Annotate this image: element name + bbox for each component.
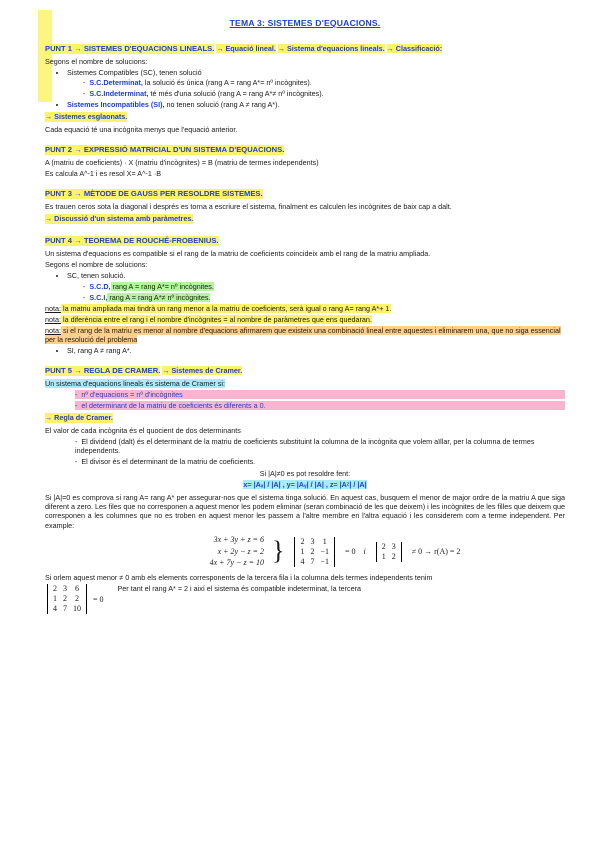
section-5-sub-2: → Regla de Cramer.: [45, 413, 113, 423]
det-cell: 1: [300, 546, 305, 556]
system-brace: }: [272, 536, 285, 566]
sci-label: S.C.Indeterminat,: [89, 89, 149, 99]
section-4-sub-bullets: [67, 282, 565, 302]
final-det-value: = 0: [93, 594, 104, 604]
det-cell: 3: [310, 536, 315, 546]
section-1-heading: PUNT 1 → SISTEMES D'EQUACIONS LINEALS.: [45, 43, 215, 53]
section-3-heading: PUNT 3 → MÈTODE DE GAUSS PER RESOLDRE SISTEMES.: [45, 188, 263, 198]
det-conjunction: i: [363, 547, 366, 557]
section-4-bullets-2: [45, 346, 565, 355]
scd-label-2: S.C.D,: [89, 281, 111, 291]
equation-line: 4x + 7y − z = 10: [209, 558, 264, 568]
det-cell: 2: [300, 536, 305, 546]
list-item: [83, 89, 565, 98]
equation-line: x + 2y − z = 2: [217, 546, 264, 556]
list-item: [75, 401, 565, 410]
section-2-line-2: Es calcula A^-1 i es resol X= A^-1 ·B: [45, 168, 162, 178]
section-5-heading: PUNT 5 → REGLA DE CRAMER.: [45, 365, 161, 375]
sci-text-2: rang A = rang A*≠ nº incògnites.: [107, 292, 211, 302]
list-item: [83, 282, 565, 291]
det-cell: 1: [53, 594, 57, 604]
list-item: [83, 293, 565, 302]
list-item: [67, 346, 565, 355]
det-2-value: ≠ 0 → r(A) = 2: [411, 547, 461, 557]
note-text: si el rang de la matriu es menor al nombre d'equacions afirmarem que existeix una combinació lineal entre aquestes i eliminarem una, que no siga essencial per la resolució del problema: [45, 325, 561, 345]
section-5-para-3: Per tant el rang A* = 2 i així el sistema és compatible indeterminat, la tercera: [117, 584, 362, 594]
scd-text: la solució és única (rang A = rang A*= nº incògnites).: [142, 78, 312, 88]
cramer-cond-2: el determinant de la matriu de coeficients és diferents a 0.: [81, 400, 266, 410]
list-item: [67, 100, 565, 109]
scd-text-2: rang A = rang A*= nº incògnites.: [110, 281, 214, 291]
det-cell: 7: [310, 556, 315, 566]
section-punt-1: [45, 42, 565, 134]
final-determinant-block: [45, 584, 565, 614]
section-5-para-1: Si |A|=0 es comprova si rang A= rang A* per assegurar-nos que el sistema tinga solució. En aquest cas, busquem el menor de major ordre de la matriu A que siga diferent a zero. Les files que no corresponen a aquest menor les podem eliminar (seran combinació de les que deixem) i les incògnites de les filles que deixem que corresponen a les columnes que no es troben en aquest menor les passem a l'altre membre en l'altra equació i les considerem com a terme independent. Per example:: [45, 492, 565, 530]
list-item: [75, 437, 565, 456]
section-1-closing: Cada equació té una incògnita menys que l'equació anterior.: [45, 124, 238, 134]
section-punt-5: [45, 364, 565, 614]
determinant-2: [374, 542, 404, 562]
det-cell: 2: [63, 594, 67, 604]
note-label: nota:: [45, 303, 61, 313]
section-4-line-1: Un sistema d'equacions es compatible si el rang de la matriu de coeficients coincideix amb el rang de la matriu ampliada.: [45, 249, 431, 258]
section-5-para-2: Si orlem aquest menor ≠ 0 amb els elements corresponents de la tercera fila i la columna dels termes independents tenim: [45, 572, 433, 582]
section-3-sub-1: → Discussió d'un sistema amb paràmetres.: [45, 214, 194, 224]
det-cell: 4: [53, 604, 57, 614]
section-1-sub-bullets: [67, 78, 565, 98]
section-1-sub-1: → Equació lineal.: [216, 43, 276, 53]
section-1-sub-4: → Sistemes esglaonats.: [45, 112, 128, 122]
section-3-line-1: Es trauen ceros sota la diagonal i després es torna a escriure el sistema, finalment es calculen les incògnites de baix cap a dalt.: [45, 201, 452, 211]
det-cell: 7: [63, 604, 67, 614]
det-cell: 2: [310, 546, 315, 556]
list-item: [83, 78, 565, 87]
note-label: nota:: [45, 314, 61, 324]
list-item: [67, 68, 565, 99]
section-4-note-3: [45, 326, 565, 345]
equation-line: 3x + 3y + z = 6: [213, 535, 264, 545]
list-item: [75, 390, 565, 399]
scd-label: S.C.Determinat,: [89, 78, 143, 88]
si-text: no tenen solució (rang A ≠ rang A*).: [164, 100, 280, 110]
cramer-rule-1: El dividend (dalt) és el determinant de la matriu de coeficients substituint la columna de la incògnita que volem aïllar, per la columna de termes independents.: [75, 436, 535, 456]
det-cell: 1: [322, 536, 327, 546]
section-2-heading: PUNT 2 → EXPRESSIÓ MATRICIAL D'UN SISTEMA D'EQUACIONS.: [45, 144, 285, 154]
si-label: Sistemes Incompatibles (SI),: [67, 100, 165, 110]
determinant-1: [292, 537, 337, 567]
section-punt-4: [45, 234, 565, 355]
section-1-bullets: [45, 68, 565, 110]
bullet-1-text: Sistemes Compatibles (SC), tenen solució: [67, 67, 202, 77]
section-punt-2: [45, 143, 565, 178]
section-5-conditions: [45, 390, 565, 410]
section-1-sub-2: → Sistema d'equacions lineals.: [277, 43, 385, 53]
formula-intro: Si |A|≠0 es pot resoldre fent:: [259, 469, 351, 479]
sci-label-2: S.C.I,: [89, 292, 108, 302]
section-5-rules: [45, 437, 565, 467]
sci-text: té més d'una solució (rang A = rang A*≠ nº incògnites).: [148, 89, 324, 99]
section-punt-3: [45, 187, 565, 225]
section-1-intro: Segons el nombre de solucions:: [45, 56, 148, 66]
section-4-bullets: [45, 271, 565, 302]
det-cell: 2: [391, 551, 396, 561]
note-text: la matriu ampliada mai tindrà un rang menor a la matriu de coeficients, serà igual o rang A= rang A*+ 1.: [61, 303, 392, 313]
list-item: [67, 271, 565, 302]
note-text: la diferència entre el rang i el nombre d'incògnites = al nombre de paràmetres que ens quedaran.: [61, 314, 372, 324]
det-cell: 2: [381, 541, 386, 551]
det-cell: −1: [320, 556, 329, 566]
section-5-line-1: Un sistema d'equacions lineals és sistema de Cramer si:: [45, 378, 225, 388]
cramer-rule-2: El divisor és el determinant de la matriu de coeficients.: [81, 456, 256, 466]
det-cell: 2: [75, 594, 79, 604]
section-2-line-1: A (matriu de coeficients) · X (matriu d'incògnites) = B (matriu de termes independents): [45, 157, 319, 167]
section-4-note-2: [45, 315, 565, 325]
det-cell: 4: [300, 556, 305, 566]
section-4-note-1: [45, 304, 565, 314]
si-text-2: SI, rang A ≠ rang A*.: [67, 346, 132, 356]
list-item: [75, 457, 565, 466]
det-cell: 3: [63, 584, 67, 594]
note-label: nota:: [45, 325, 61, 335]
example-equations: [210, 534, 264, 569]
det-cell: 6: [75, 584, 79, 594]
det-1-value: = 0: [345, 547, 356, 557]
section-5-sub-1: → Sistemes de Cramer.: [162, 365, 243, 375]
formula-line: x= |Aₓ| / |A| , y= |Aᵧ| / |A| , z= |Aᶻ| / |A|: [243, 480, 367, 490]
example-system: [105, 534, 565, 569]
det-cell: −1: [320, 546, 329, 556]
sc-text: SC, tenen solució.: [67, 271, 126, 280]
page-title: TEMA 3: SISTEMES D'EQUACIONS.: [229, 18, 381, 28]
cramer-cond-1: nº d'equacions = nº d'incògnites: [81, 389, 183, 399]
det-cell: 10: [73, 604, 81, 614]
section-4-line-2: Segons el nombre de solucions:: [45, 260, 148, 269]
document-content: [45, 18, 565, 623]
section-5-line-2: El valor de cada incògnita és el quocient de dos determinants: [45, 425, 241, 435]
section-4-heading: PUNT 4 → TEOREMA DE ROUCHÉ-FROBENIUS.: [45, 235, 219, 245]
det-cell: 1: [381, 551, 386, 561]
det-cell: 3: [391, 541, 396, 551]
final-determinant: [45, 584, 89, 614]
det-cell: 2: [53, 584, 57, 594]
section-1-sub-3: → Classificació:: [386, 43, 443, 53]
